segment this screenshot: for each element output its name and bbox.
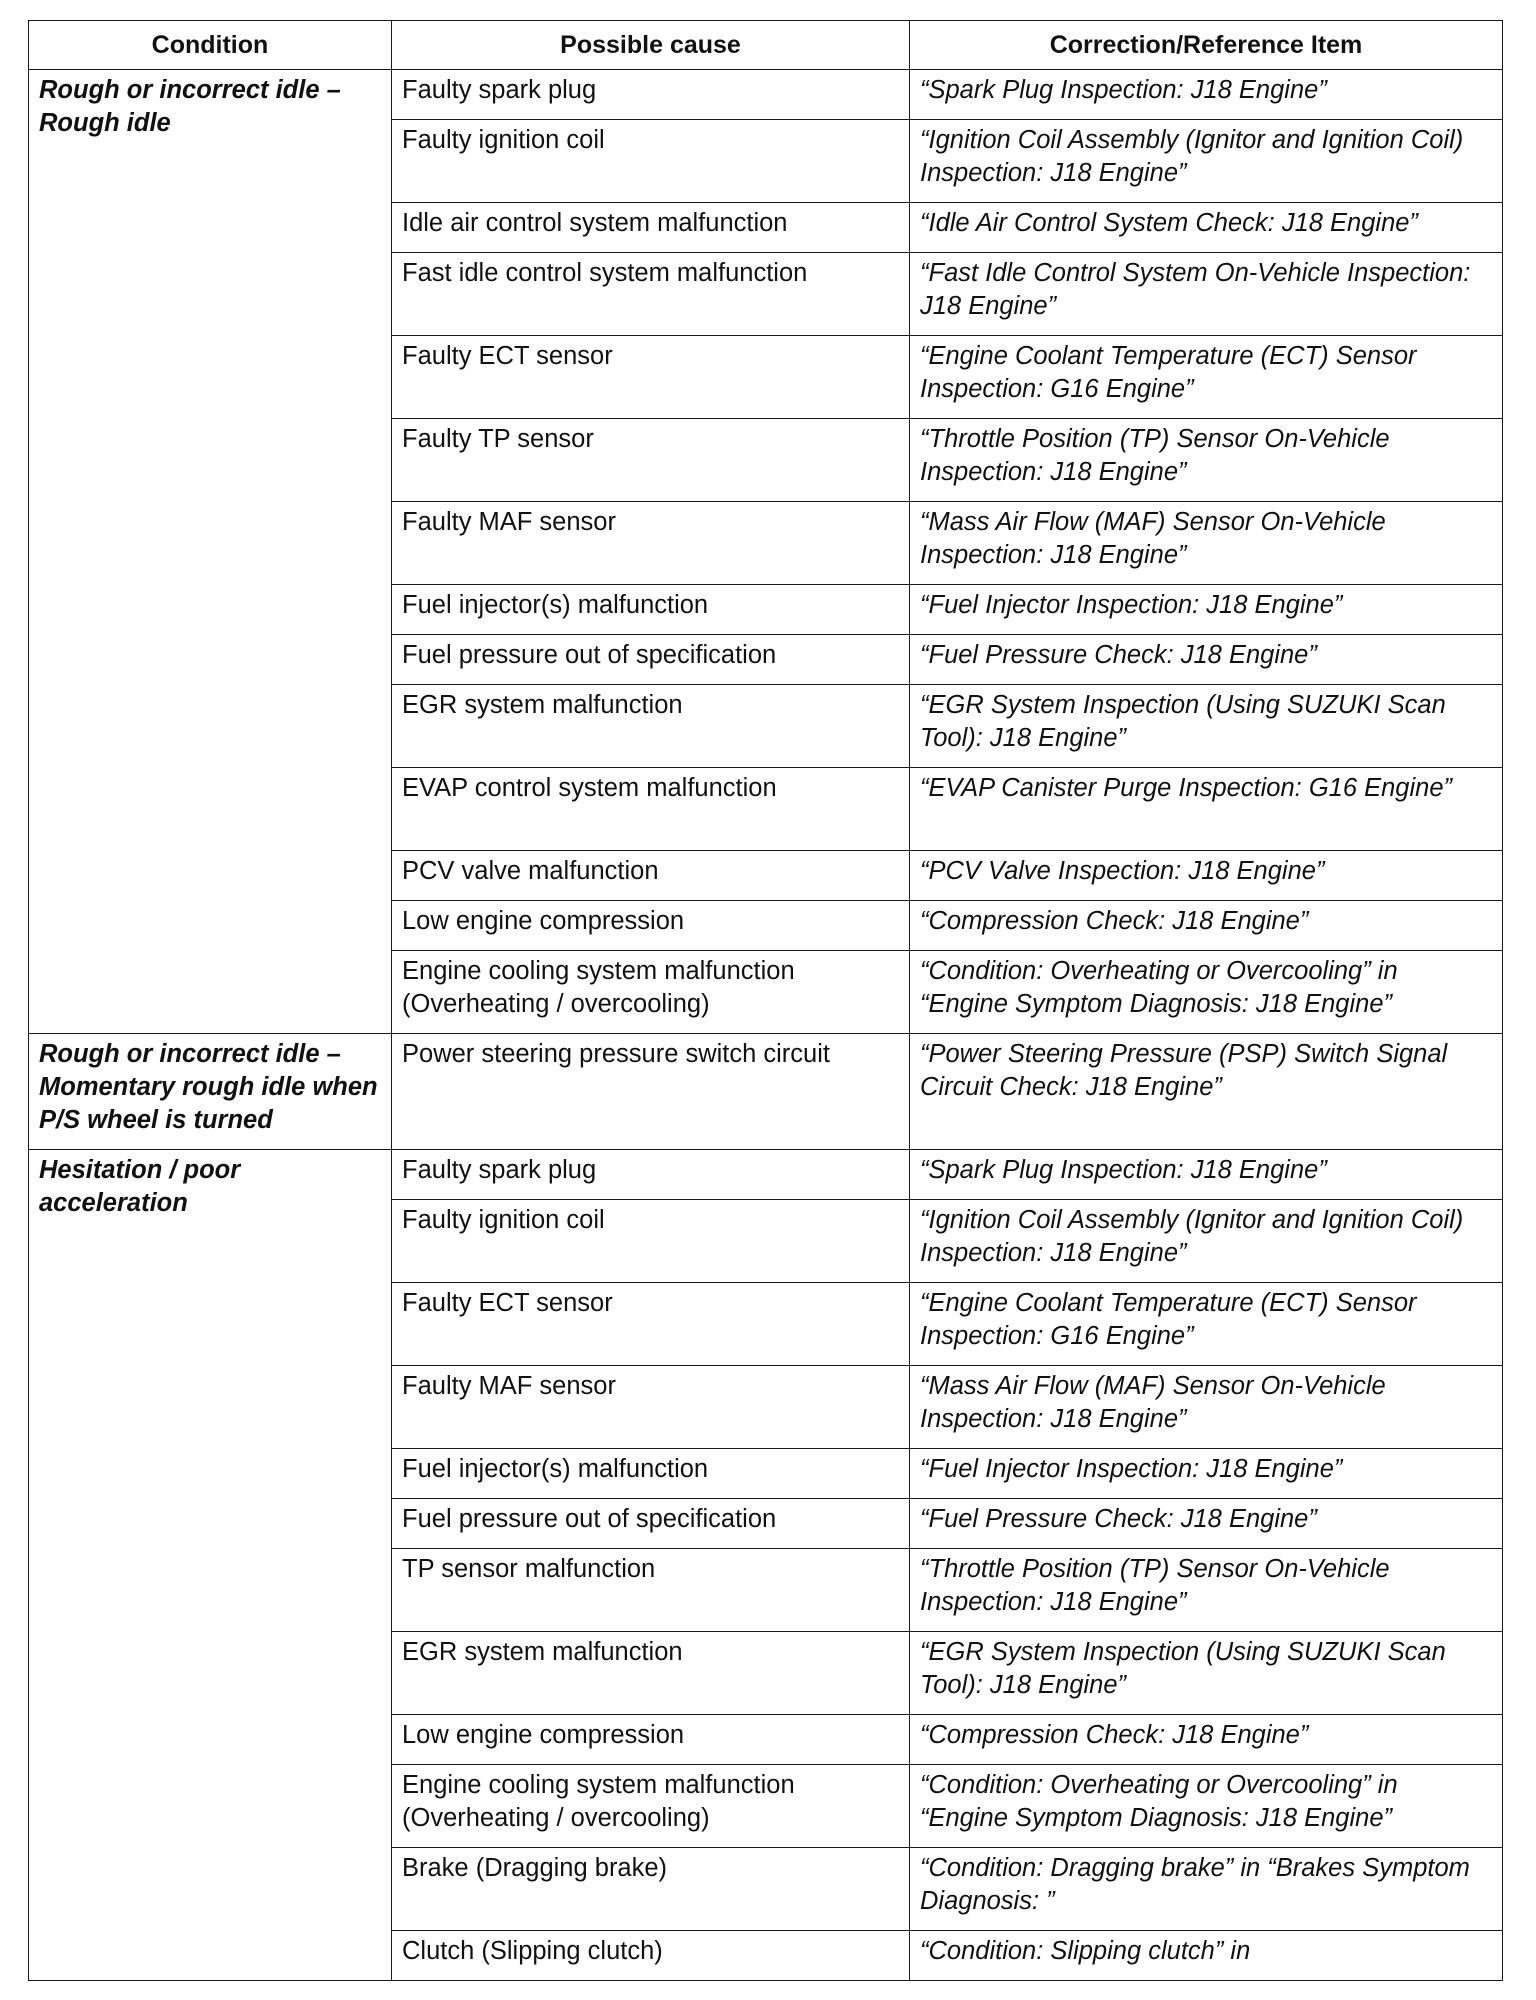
possible-cause-cell: PCV valve malfunction <box>392 851 910 901</box>
reference-item-cell: “PCV Valve Inspection: J18 Engine” <box>910 851 1503 901</box>
reference-item-cell: “Condition: Overheating or Overcooling” in “Engine Symptom Diagnosis: J18 Engine” <box>910 1765 1503 1848</box>
reference-item-cell: “Mass Air Flow (MAF) Sensor On-Vehicle Inspection: J18 Engine” <box>910 1366 1503 1449</box>
reference-item-cell: “Throttle Position (TP) Sensor On-Vehicle Inspection: J18 Engine” <box>910 419 1503 502</box>
reference-item-cell: “Power Steering Pressure (PSP) Switch Signal Circuit Check: J18 Engine” <box>910 1034 1503 1150</box>
reference-item-cell: “Compression Check: J18 Engine” <box>910 1715 1503 1765</box>
condition-cell: Hesitation / poor acceleration <box>29 1150 392 1981</box>
reference-item-cell: “Ignition Coil Assembly (Ignitor and Ignition Coil) Inspection: J18 Engine” <box>910 1200 1503 1283</box>
possible-cause-cell: Engine cooling system malfunction (Overheating / overcooling) <box>392 1765 910 1848</box>
possible-cause-cell: Power steering pressure switch circuit <box>392 1034 910 1150</box>
possible-cause-cell: EVAP control system malfunction <box>392 768 910 851</box>
table-row <box>29 1034 1503 1150</box>
header-correction: Correction/Reference Item <box>910 21 1503 70</box>
possible-cause-cell: Idle air control system malfunction <box>392 203 910 253</box>
possible-cause-cell: Fuel injector(s) malfunction <box>392 585 910 635</box>
reference-item-cell: “Condition: Overheating or Overcooling” in “Engine Symptom Diagnosis: J18 Engine” <box>910 951 1503 1034</box>
possible-cause-cell: TP sensor malfunction <box>392 1549 910 1632</box>
possible-cause-cell: Faulty MAF sensor <box>392 1366 910 1449</box>
possible-cause-cell: Faulty ignition coil <box>392 1200 910 1283</box>
possible-cause-cell: Faulty ECT sensor <box>392 336 910 419</box>
condition-cell: Rough or incorrect idle – Rough idle <box>29 70 392 1034</box>
reference-item-cell: “Fuel Pressure Check: J18 Engine” <box>910 1499 1503 1549</box>
possible-cause-cell: Faulty MAF sensor <box>392 502 910 585</box>
reference-item-cell: “Engine Coolant Temperature (ECT) Sensor Inspection: G16 Engine” <box>910 336 1503 419</box>
table-row <box>29 1150 1503 1200</box>
reference-item-cell: “Ignition Coil Assembly (Ignitor and Ignition Coil) Inspection: J18 Engine” <box>910 120 1503 203</box>
reference-item-cell: “Engine Coolant Temperature (ECT) Sensor Inspection: G16 Engine” <box>910 1283 1503 1366</box>
possible-cause-cell: EGR system malfunction <box>392 685 910 768</box>
possible-cause-cell: Fast idle control system malfunction <box>392 253 910 336</box>
possible-cause-cell: Faulty spark plug <box>392 1150 910 1200</box>
possible-cause-cell: Low engine compression <box>392 1715 910 1765</box>
reference-item-cell: “Throttle Position (TP) Sensor On-Vehicle Inspection: J18 Engine” <box>910 1549 1503 1632</box>
reference-item-cell: “Mass Air Flow (MAF) Sensor On-Vehicle Inspection: J18 Engine” <box>910 502 1503 585</box>
possible-cause-cell: Brake (Dragging brake) <box>392 1848 910 1931</box>
reference-item-cell: “Fuel Pressure Check: J18 Engine” <box>910 635 1503 685</box>
reference-item-cell: “Spark Plug Inspection: J18 Engine” <box>910 70 1503 120</box>
reference-item-cell: “Spark Plug Inspection: J18 Engine” <box>910 1150 1503 1200</box>
possible-cause-cell: Faulty ECT sensor <box>392 1283 910 1366</box>
possible-cause-cell: Faulty TP sensor <box>392 419 910 502</box>
possible-cause-cell: Faulty spark plug <box>392 70 910 120</box>
header-row <box>29 21 1503 70</box>
possible-cause-cell: Fuel pressure out of specification <box>392 635 910 685</box>
reference-item-cell: “EVAP Canister Purge Inspection: G16 Engine” <box>910 768 1503 851</box>
reference-item-cell: “Compression Check: J18 Engine” <box>910 901 1503 951</box>
reference-item-cell: “Fuel Injector Inspection: J18 Engine” <box>910 585 1503 635</box>
diagnosis-table <box>28 20 1503 1981</box>
header-condition: Condition <box>29 21 392 70</box>
condition-cell: Rough or incorrect idle – Momentary rough idle when P/S wheel is turned <box>29 1034 392 1150</box>
possible-cause-cell: Fuel injector(s) malfunction <box>392 1449 910 1499</box>
reference-item-cell: “Fuel Injector Inspection: J18 Engine” <box>910 1449 1503 1499</box>
reference-item-cell: “EGR System Inspection (Using SUZUKI Scan Tool): J18 Engine” <box>910 1632 1503 1715</box>
reference-item-cell: “Condition: Slipping clutch” in <box>910 1931 1503 1981</box>
possible-cause-cell: Clutch (Slipping clutch) <box>392 1931 910 1981</box>
reference-item-cell: “EGR System Inspection (Using SUZUKI Scan Tool): J18 Engine” <box>910 685 1503 768</box>
reference-item-cell: “Condition: Dragging brake” in “Brakes Symptom Diagnosis: ” <box>910 1848 1503 1931</box>
possible-cause-cell: EGR system malfunction <box>392 1632 910 1715</box>
possible-cause-cell: Faulty ignition coil <box>392 120 910 203</box>
header-possible-cause: Possible cause <box>392 21 910 70</box>
possible-cause-cell: Engine cooling system malfunction (Overheating / overcooling) <box>392 951 910 1034</box>
table-row <box>29 70 1503 120</box>
possible-cause-cell: Low engine compression <box>392 901 910 951</box>
possible-cause-cell: Fuel pressure out of specification <box>392 1499 910 1549</box>
reference-item-cell: “Fast Idle Control System On-Vehicle Inspection: J18 Engine” <box>910 253 1503 336</box>
reference-item-cell: “Idle Air Control System Check: J18 Engine” <box>910 203 1503 253</box>
